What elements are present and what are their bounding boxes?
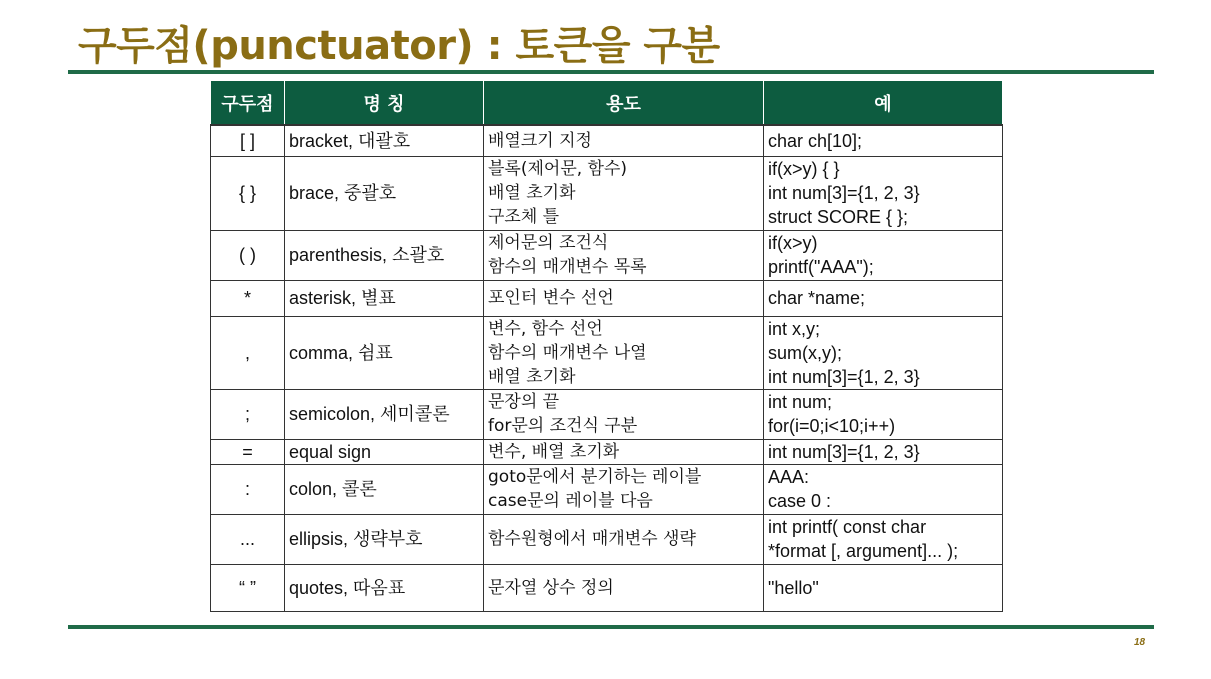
punctuator-cell: = <box>211 439 285 464</box>
example-cell-line: int printf( const char <box>768 517 927 537</box>
usage-cell <box>484 316 764 389</box>
punctuator-cell: { } <box>211 156 285 230</box>
table-body <box>211 125 1003 611</box>
name-cell: brace, 중괄호 <box>285 156 484 230</box>
example-cell-line: case 0 : <box>768 491 832 511</box>
usage-cell-line: case문의 레이블 다음 <box>488 491 653 511</box>
punctuator-cell: ; <box>211 389 285 439</box>
usage-cell-line: for문의 조건식 구분 <box>488 416 638 436</box>
example-cell <box>764 230 1003 280</box>
name-cell: colon, 콜론 <box>285 464 484 514</box>
example-cell <box>764 464 1003 514</box>
name-cell: ellipsis, 생략부호 <box>285 514 484 564</box>
usage-cell <box>484 156 764 230</box>
example-cell-line: printf("AAA"); <box>768 257 874 277</box>
usage-cell <box>484 439 764 464</box>
name-cell: comma, 쉼표 <box>285 316 484 389</box>
punctuator-cell: * <box>211 280 285 316</box>
name-cell: quotes, 따옴표 <box>285 564 484 611</box>
example-cell <box>764 389 1003 439</box>
punctuator-cell: “ ” <box>211 564 285 611</box>
table-row <box>211 439 1003 464</box>
example-cell <box>764 439 1003 464</box>
example-cell-line: int num[3]={1, 2, 3} <box>768 366 920 387</box>
example-cell-line: for(i=0;i<10;i++) <box>768 416 896 436</box>
table-row <box>211 514 1003 564</box>
example-cell-line: char ch[10]; <box>768 130 863 151</box>
example-cell-line: int num[3]={1, 2, 3} <box>768 441 920 462</box>
name-cell: asterisk, 별표 <box>285 280 484 316</box>
usage-cell-line: 변수, 함수 선언 <box>488 318 603 339</box>
example-cell-line: sum(x,y); <box>768 342 842 363</box>
example-cell <box>764 156 1003 230</box>
usage-cell-line: 함수원형에서 매개변수 생략 <box>488 529 696 549</box>
page-number: 18 <box>1134 637 1146 648</box>
table-row <box>211 230 1003 280</box>
punctuator-cell: ( ) <box>211 230 285 280</box>
table-row <box>211 464 1003 514</box>
header-name: 명 칭 <box>285 81 484 126</box>
example-cell-line: if(x>y) <box>768 233 818 253</box>
usage-cell-line: 배열 초기화 <box>488 183 576 203</box>
table-row <box>211 389 1003 439</box>
example-cell <box>764 514 1003 564</box>
punctuator-cell: [ ] <box>211 125 285 156</box>
slide-title: 구두점(punctuator) : 토큰을 구분 <box>78 23 720 69</box>
usage-cell <box>484 464 764 514</box>
usage-cell-line: goto문에서 분기하는 레이블 <box>488 467 702 487</box>
usage-cell-line: 배열 초기화 <box>488 366 576 387</box>
example-cell-line: struct SCORE { }; <box>768 207 909 227</box>
usage-cell <box>484 125 764 156</box>
usage-cell-line: 문자열 상수 정의 <box>488 577 614 598</box>
usage-cell <box>484 564 764 611</box>
example-cell <box>764 280 1003 316</box>
usage-cell-line: 배열크기 지정 <box>488 130 592 151</box>
example-cell-line: *format [, argument]... ); <box>768 541 959 561</box>
usage-cell <box>484 389 764 439</box>
example-cell-line: "hello" <box>768 577 819 598</box>
top-rule <box>68 70 1154 74</box>
table-row <box>211 280 1003 316</box>
usage-cell-line: 구조체 틀 <box>488 207 560 227</box>
name-cell: equal sign <box>285 439 484 464</box>
usage-cell-line: 블록(제어문, 함수) <box>488 159 628 179</box>
table-header-row <box>211 81 1003 126</box>
usage-cell-line: 포인터 변수 선언 <box>488 288 614 308</box>
table-row <box>211 316 1003 389</box>
example-cell <box>764 316 1003 389</box>
table-row <box>211 564 1003 611</box>
usage-cell-line: 문장의 끝 <box>488 392 560 412</box>
usage-cell-line: 변수, 배열 초기화 <box>488 441 620 462</box>
example-cell-line: if(x>y) { } <box>768 159 840 179</box>
header-usage: 용도 <box>484 81 764 126</box>
table-row <box>211 125 1003 156</box>
usage-cell <box>484 280 764 316</box>
punctuator-cell: : <box>211 464 285 514</box>
example-cell-line: char *name; <box>768 288 866 308</box>
example-cell-line: int num[3]={1, 2, 3} <box>768 183 920 203</box>
punctuator-cell: , <box>211 316 285 389</box>
name-cell: parenthesis, 소괄호 <box>285 230 484 280</box>
example-cell-line: AAA: <box>768 467 810 487</box>
example-cell <box>764 125 1003 156</box>
usage-cell <box>484 230 764 280</box>
bottom-rule <box>68 625 1154 629</box>
usage-cell-line: 제어문의 조건식 <box>488 233 609 253</box>
name-cell: bracket, 대괄호 <box>285 125 484 156</box>
usage-cell <box>484 514 764 564</box>
example-cell <box>764 564 1003 611</box>
usage-cell-line: 함수의 매개변수 목록 <box>488 257 647 277</box>
name-cell: semicolon, 세미콜론 <box>285 389 484 439</box>
header-punctuator: 구두점 <box>211 81 285 126</box>
table-row <box>211 156 1003 230</box>
punctuator-cell: ... <box>211 514 285 564</box>
punctuator-table <box>210 80 1003 612</box>
example-cell-line: int num; <box>768 392 833 412</box>
header-example: 예 <box>764 81 1003 126</box>
example-cell-line: int x,y; <box>768 318 821 339</box>
usage-cell-line: 함수의 매개변수 나열 <box>488 342 647 363</box>
